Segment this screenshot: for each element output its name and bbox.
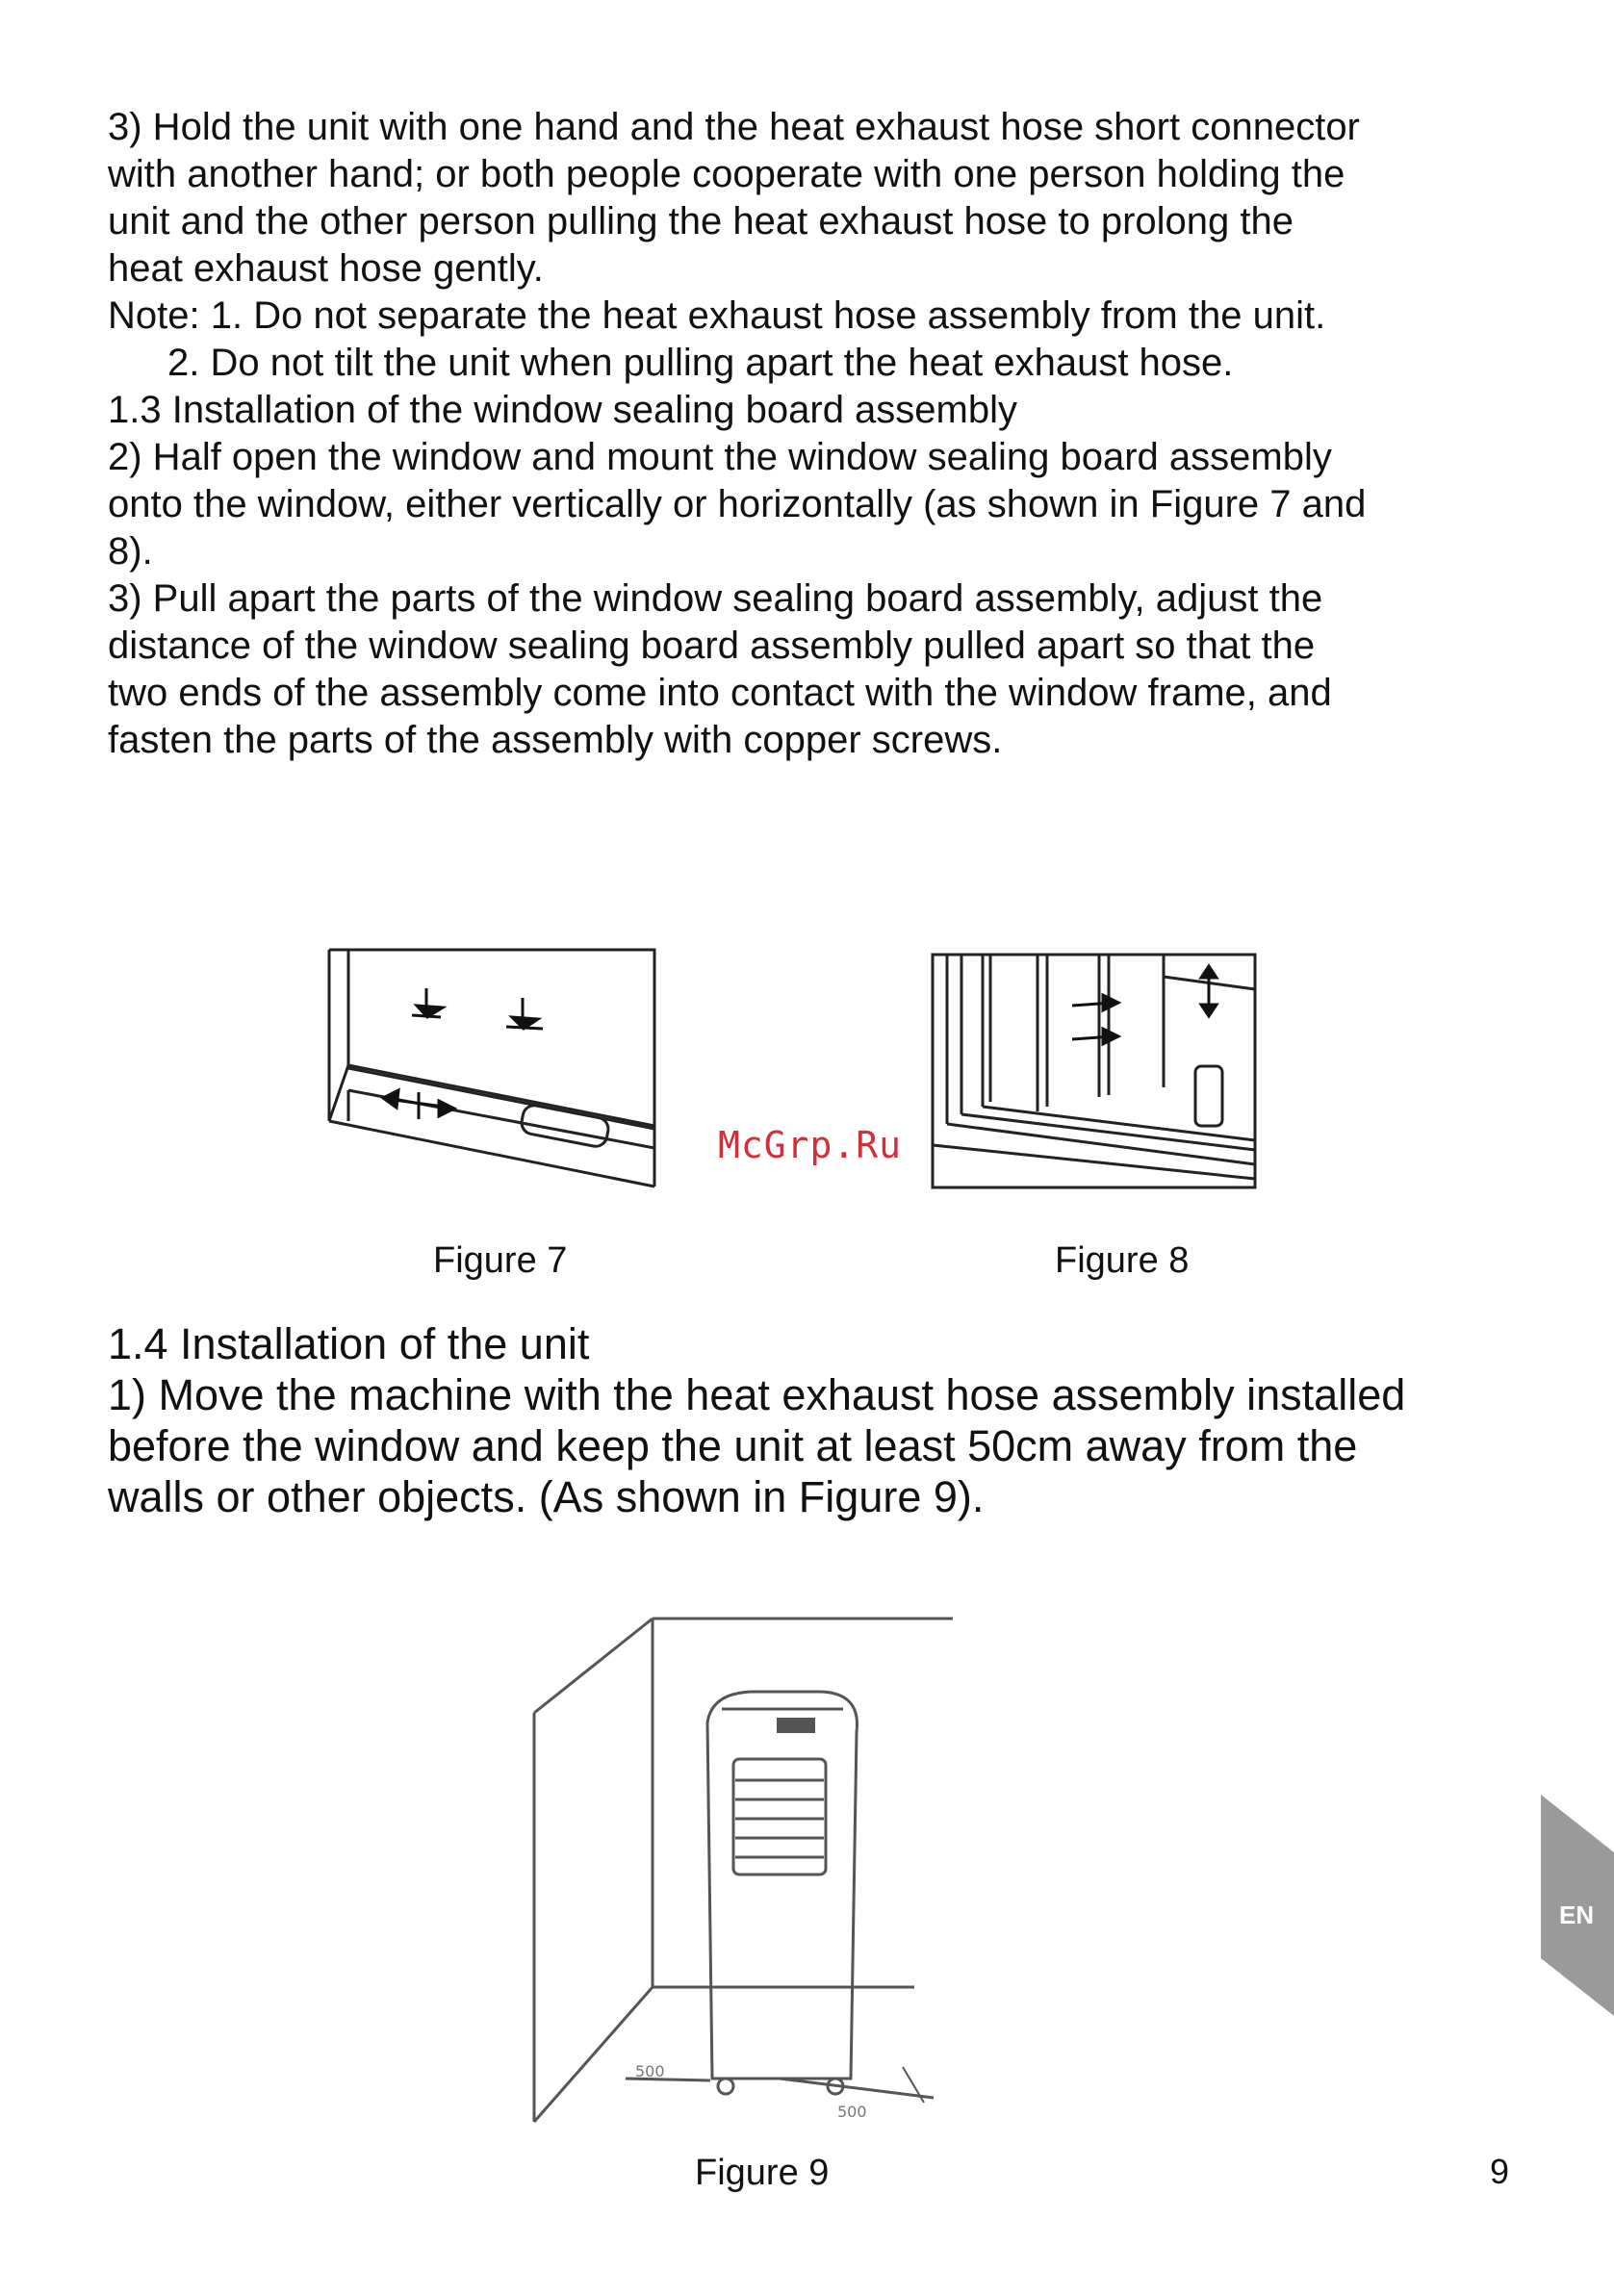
section-heading-1-4: 1.4 Installation of the unit bbox=[108, 1319, 590, 1368]
text-line: 3) Pull apart the parts of the window sealing board assembly, adjust the bbox=[108, 577, 1323, 620]
figure-8-window-vertical bbox=[930, 953, 1257, 1193]
instructions-section-2 bbox=[108, 1318, 1551, 1522]
text-line: before the window and keep the unit at least 50cm away from the bbox=[108, 1421, 1358, 1470]
text-line: fasten the parts of the assembly with copper screws. bbox=[108, 719, 1003, 761]
text-line: 8). bbox=[108, 530, 153, 573]
page-number: 9 bbox=[1490, 2152, 1510, 2191]
figure-8-caption: Figure 8 bbox=[1055, 1240, 1190, 1281]
dimension-left-label: 500 bbox=[635, 2062, 665, 2080]
figure-7-caption: Figure 7 bbox=[433, 1240, 568, 1281]
text-line: with another hand; or both people cooperate with one person holding the bbox=[108, 153, 1345, 195]
instructions-section-1 bbox=[108, 104, 1551, 764]
text-line: 2) Half open the window and mount the window sealing board assembly bbox=[108, 436, 1332, 478]
language-tab bbox=[1541, 0, 1614, 2296]
dimension-right-label: 500 bbox=[837, 2103, 867, 2121]
text-line: 1) Move the machine with the heat exhaust hose assembly installed bbox=[108, 1370, 1406, 1419]
language-tab-label: EN bbox=[1559, 1901, 1595, 1929]
text-line: distance of the window sealing board assembly pulled apart so that the bbox=[108, 625, 1316, 667]
text-line: walls or other objects. (As shown in Figure 9). bbox=[108, 1472, 985, 1521]
text-line: heat exhaust hose gently. bbox=[108, 247, 544, 290]
watermark: McGrp.Ru bbox=[718, 1124, 903, 1166]
section-heading-1-3: 1.3 Installation of the window sealing board assembly bbox=[108, 389, 1017, 431]
figure-9-caption: Figure 9 bbox=[695, 2153, 830, 2193]
text-line: two ends of the assembly come into contact with the window frame, and bbox=[108, 672, 1332, 714]
text-line: onto the window, either vertically or horizontally (as shown in Figure 7 and bbox=[108, 483, 1367, 525]
figure-7-window-horizontal bbox=[327, 948, 659, 1188]
text-line: unit and the other person pulling the heat exhaust hose to prolong the bbox=[108, 200, 1294, 242]
text-line: 3) Hold the unit with one hand and the heat exhaust hose short connector bbox=[108, 106, 1360, 148]
note-line-1: Note: 1. Do not separate the heat exhaust hose assembly from the unit. bbox=[108, 294, 1326, 337]
figure-9-unit-placement bbox=[529, 1617, 953, 2131]
note-line-2: 2. Do not tilt the unit when pulling apart the heat exhaust hose. bbox=[167, 342, 1234, 384]
